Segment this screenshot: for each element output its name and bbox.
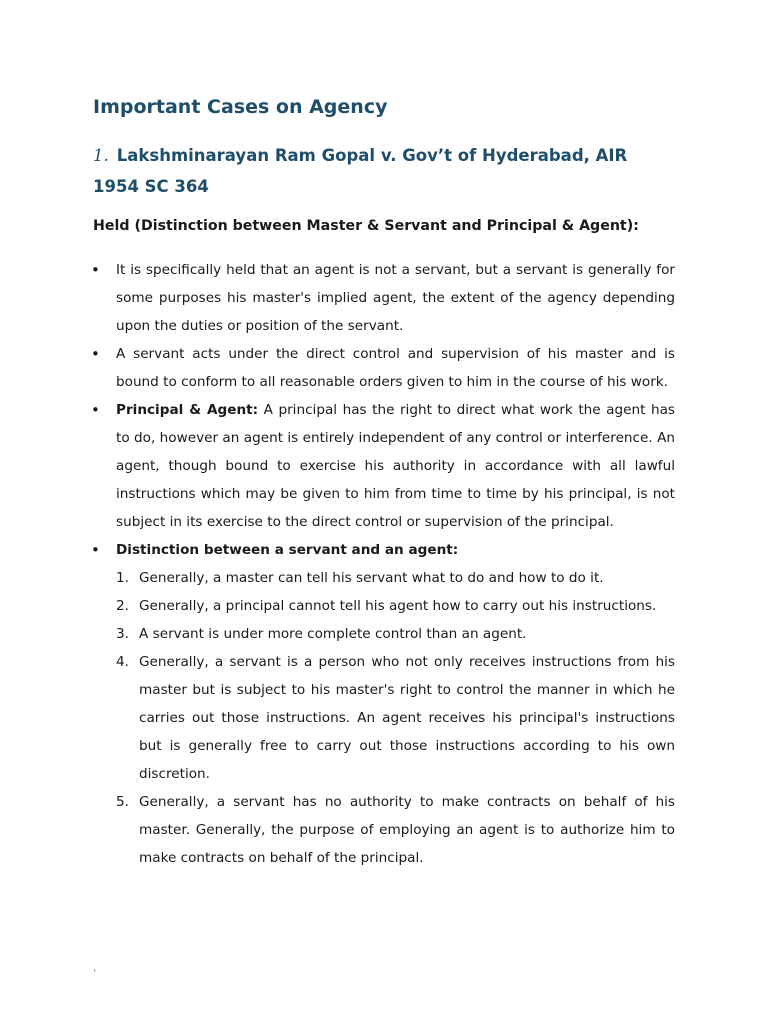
item-number: 4. bbox=[116, 654, 129, 670]
bullet-text: A principal has the right to direct what work the agent has to do, however an agent is entirely independent of any control or interference. An agent, though bound to exercise his authority in accordance with all lawful instructions which may be given to him from time to time by his principal, is not subject in its exercise to the direct control or supervision of the principal. bbox=[116, 402, 675, 530]
bullet-text: It is specifically held that an agent is not a servant, but a servant is generally for some purposes his master's implied agent, the extent of the agency depending upon the duties or position of the servant. bbox=[116, 262, 675, 334]
bullet-item bbox=[93, 340, 675, 396]
item-text: A servant is under more complete control than an agent. bbox=[139, 626, 527, 642]
item-text: Generally, a servant has no authority to make contracts on behalf of his master. Generally, the purpose of employing an agent is to authorize him to make contracts on behalf of the principal. bbox=[139, 794, 675, 866]
held-bullet-list bbox=[93, 256, 675, 872]
distinction-list bbox=[116, 564, 675, 872]
bullet-item bbox=[93, 536, 675, 872]
case-heading bbox=[93, 140, 675, 202]
bullet-item bbox=[93, 256, 675, 340]
document-title: Important Cases on Agency bbox=[93, 96, 388, 118]
item-text: Generally, a master can tell his servant what to do and how to do it. bbox=[139, 570, 604, 586]
distinction-item bbox=[116, 620, 675, 648]
distinction-item bbox=[116, 564, 675, 592]
item-text: Generally, a principal cannot tell his agent how to carry out his instructions. bbox=[139, 598, 657, 614]
bullet-item bbox=[93, 396, 675, 536]
item-text: Generally, a servant is a person who not only receives instructions from his master but is subject to his master's right to control the manner in which he carries out those instructions. An agent receives his principal's instructions but is generally free to carry out those instructions according to his own discretion. bbox=[139, 654, 675, 782]
bullet-text: A servant acts under the direct control and supervision of his master and is bound to conform to all reasonable orders given to him in the course of his work. bbox=[116, 346, 675, 390]
footer-mark: . bbox=[93, 963, 97, 974]
held-heading: Held (Distinction between Master & Servant and Principal & Agent): bbox=[93, 218, 639, 234]
item-number: 1. bbox=[116, 570, 129, 586]
distinction-item bbox=[116, 788, 675, 872]
case-number: 1. bbox=[93, 146, 109, 165]
distinction-item bbox=[116, 648, 675, 788]
item-number: 3. bbox=[116, 626, 129, 642]
distinction-item bbox=[116, 592, 675, 620]
item-number: 2. bbox=[116, 598, 129, 614]
bullet-label: Distinction between a servant and an agent: bbox=[116, 542, 459, 558]
case-title: Lakshminarayan Ram Gopal v. Gov’t of Hyderabad, AIR 1954 SC 364 bbox=[93, 146, 628, 196]
bullet-label: Principal & Agent: bbox=[116, 402, 259, 418]
item-number: 5. bbox=[116, 794, 129, 810]
